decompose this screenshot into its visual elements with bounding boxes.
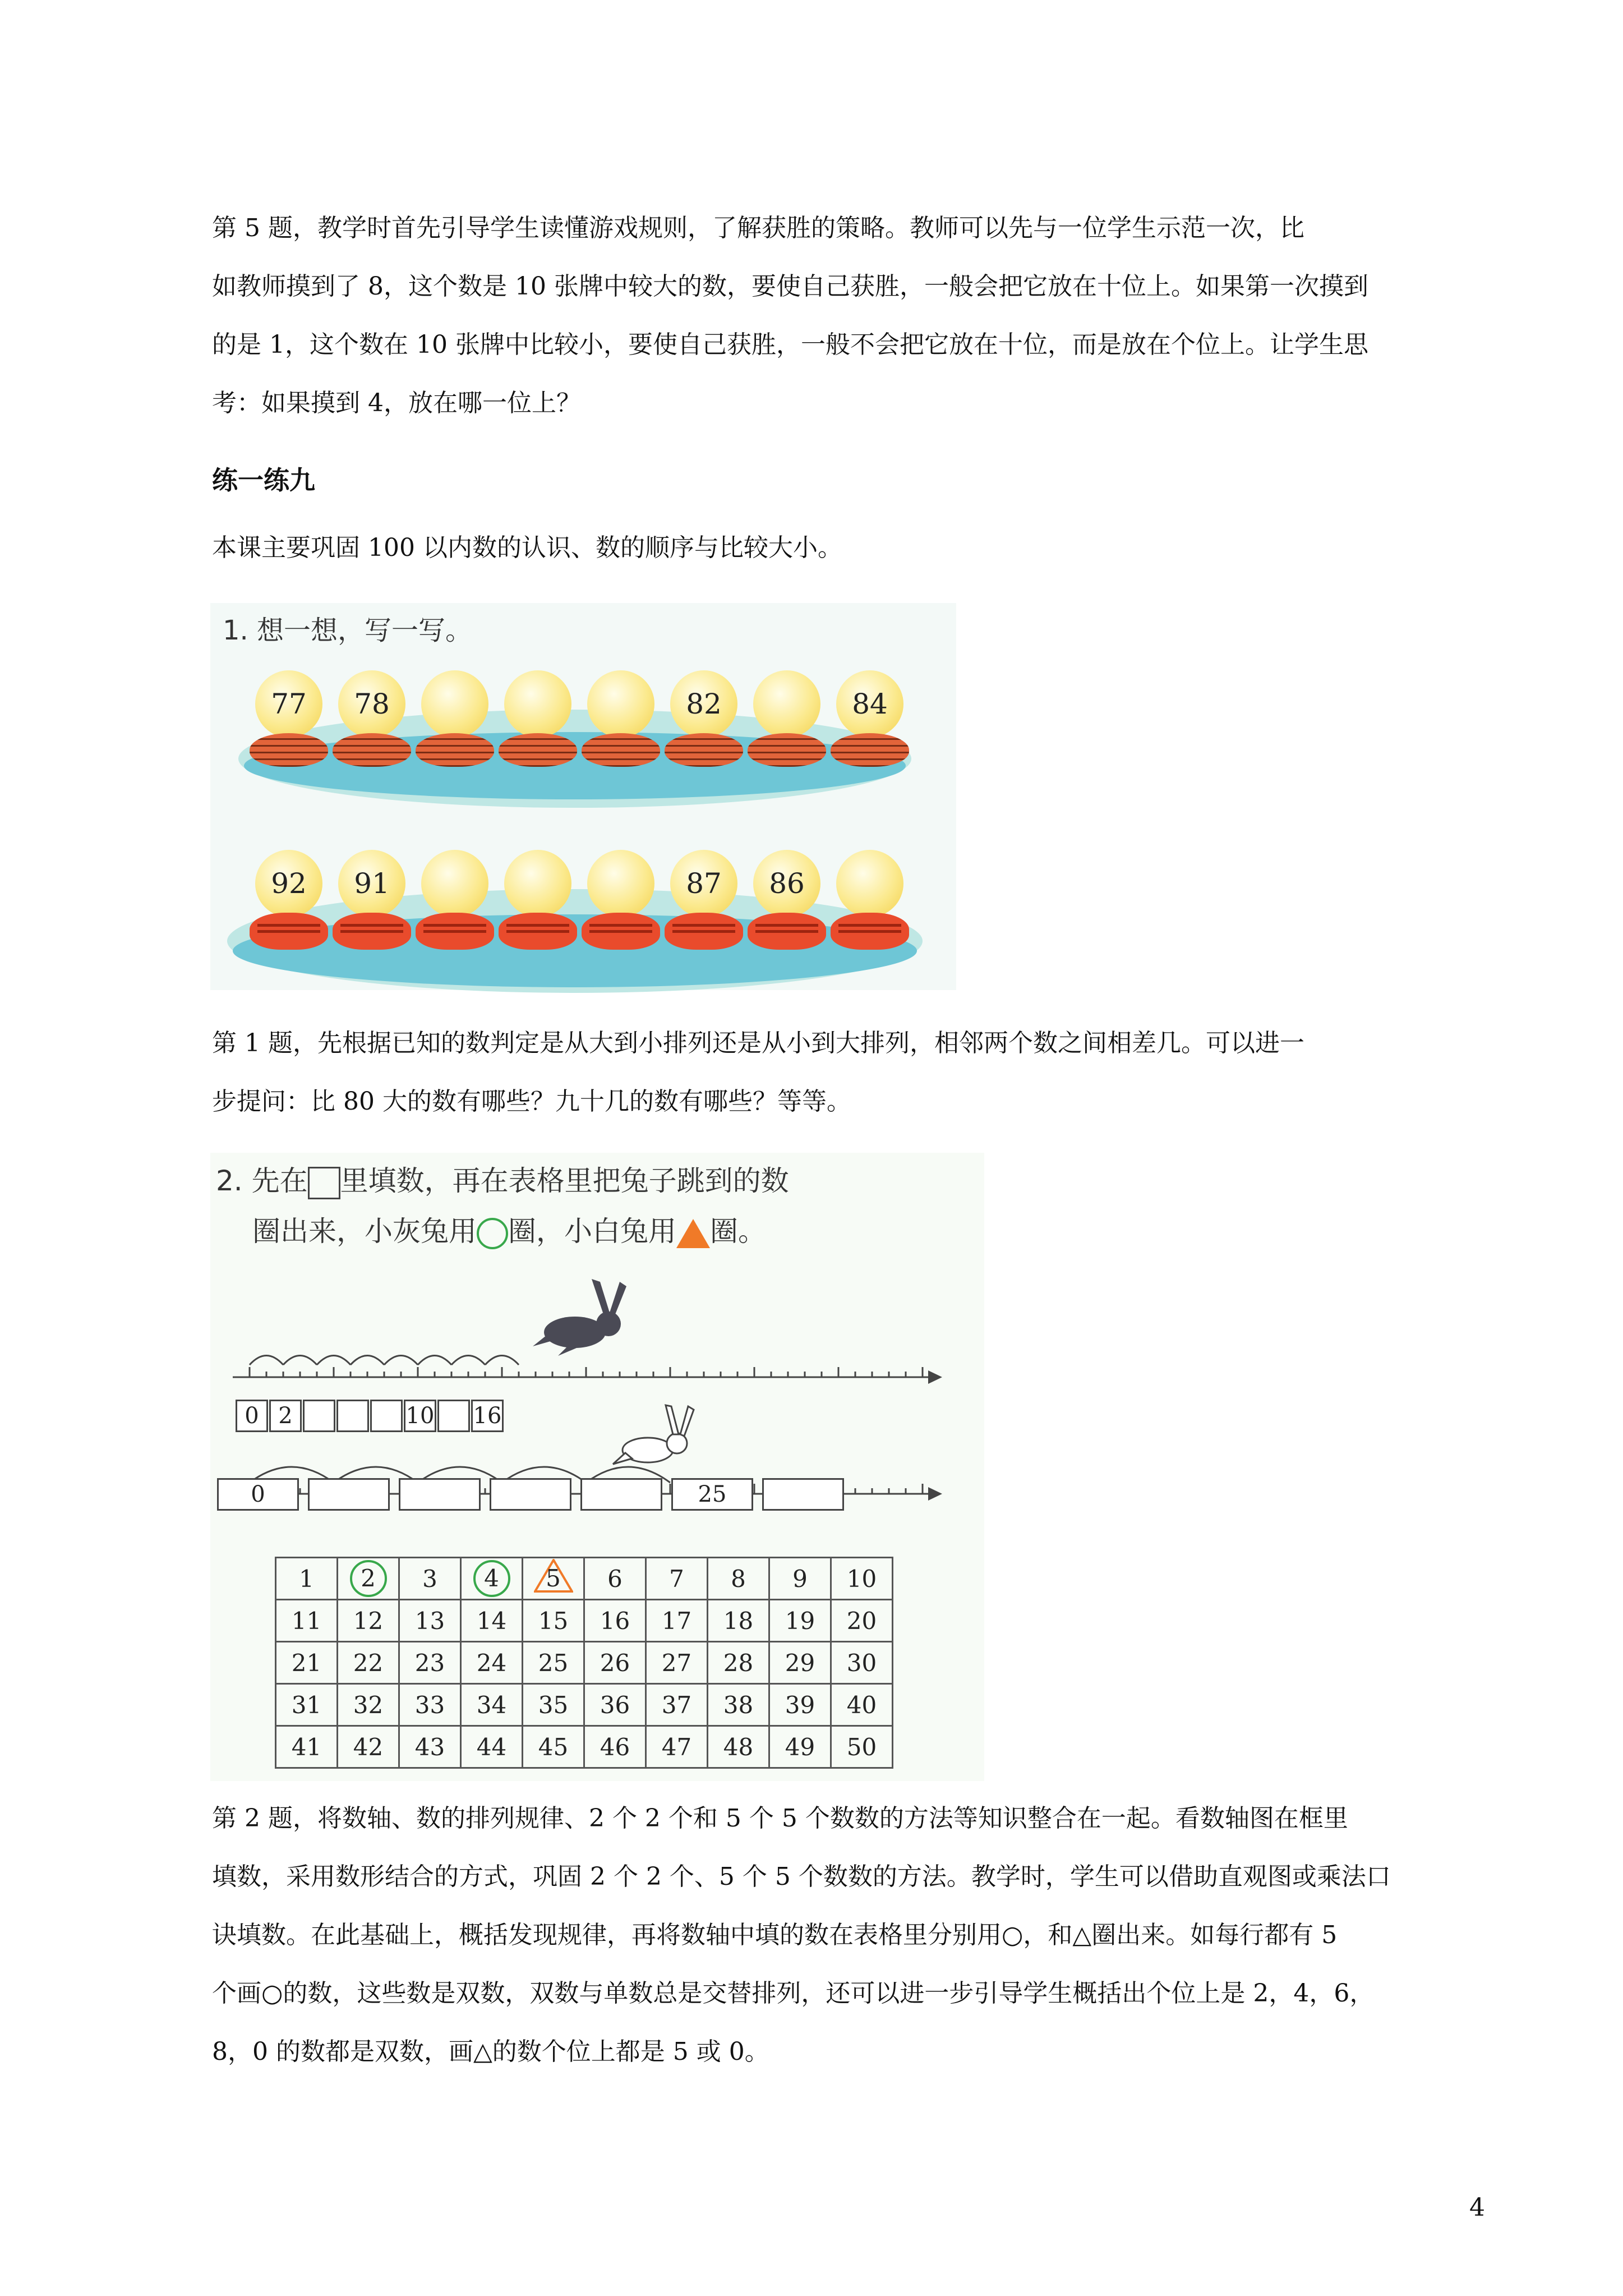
- pearl-number: 77: [255, 670, 322, 738]
- table-cell: 42: [338, 1726, 399, 1768]
- text-line: 第 2 题，将数轴、数的排列规律、2 个 2 个和 5 个 5 个数数的方法等知识整合在一起。看数轴图在框里: [212, 1804, 1348, 1833]
- number-box: 0: [236, 1400, 268, 1432]
- table-cell: 27: [646, 1642, 708, 1684]
- number-box: [336, 1400, 369, 1432]
- table-cell: 50: [831, 1726, 893, 1768]
- crab-icon: [831, 913, 909, 950]
- crab-icon: [250, 913, 328, 950]
- pearl-number: 87: [670, 850, 737, 917]
- pearl-number: [587, 850, 654, 917]
- table-cell: 47: [646, 1726, 708, 1768]
- table-cell: 46: [584, 1726, 646, 1768]
- figure-2-text: 圈。: [710, 1215, 766, 1248]
- pearl-number: 78: [338, 670, 405, 738]
- section-heading: 练一练九: [212, 465, 315, 495]
- text-line: 第 5 题，教学时首先引导学生读懂游戏规则，了解获胜的策略。教师可以先与一位学生示范一次，比: [212, 214, 1304, 242]
- pearl-number: 82: [670, 670, 737, 738]
- figure-2-text: 圈，小白兔用: [508, 1215, 676, 1248]
- table-cell: [461, 1558, 523, 1600]
- table-cell: 38: [708, 1684, 769, 1726]
- figure-2-text: 里填数，再在表格里把兔子跳到的数: [340, 1165, 789, 1197]
- paragraph-exercise-1-note: [212, 1014, 1493, 1131]
- table-row: [276, 1558, 893, 1600]
- text-line: 的是 1，这个数在 10 张牌中比较小，要使自己获胜，一般不会把它放在十位，而是放在个位上。让学生思: [212, 330, 1368, 359]
- text-line: 步提问：比 80 大的数有哪些？九十几的数有哪些？等等。: [212, 1087, 851, 1116]
- table-cell: 39: [769, 1684, 831, 1726]
- table-cell: 33: [399, 1684, 461, 1726]
- circled-number: 4: [473, 1560, 510, 1597]
- table-cell: 17: [646, 1600, 708, 1642]
- clam-icon: [831, 733, 909, 767]
- pearl-number: 84: [836, 670, 903, 738]
- table-cell: 1: [276, 1558, 338, 1600]
- white-rabbit-icon: [613, 1405, 694, 1464]
- paragraph-game-strategy: [212, 199, 1493, 432]
- table-cell: 16: [584, 1600, 646, 1642]
- table-cell: 20: [831, 1600, 893, 1642]
- table-cell: 25: [523, 1642, 584, 1684]
- table-cell: 41: [276, 1726, 338, 1768]
- blank-box-icon: [308, 1167, 340, 1199]
- number-table: [275, 1557, 893, 1769]
- table-cell: 13: [399, 1600, 461, 1642]
- table-cell: 35: [523, 1684, 584, 1726]
- triangled-number-text: 5: [546, 1565, 561, 1592]
- pearl-number: [504, 670, 571, 738]
- figure-exercise-1: [210, 603, 956, 990]
- text-line: 8，0 的数都是双数，画△的数个位上都是 5 或 0。: [212, 2037, 769, 2066]
- clam-icon: [665, 733, 743, 767]
- table-cell: 19: [769, 1600, 831, 1642]
- figure-2-text: 2. 先在: [216, 1165, 308, 1197]
- figure-2-instruction-line1: [216, 1158, 789, 1199]
- table-cell: 45: [523, 1726, 584, 1768]
- table-cell: 43: [399, 1726, 461, 1768]
- figure-2-text: 圈出来，小灰兔用: [252, 1215, 477, 1248]
- clam-icon: [499, 733, 577, 767]
- table-cell: 34: [461, 1684, 523, 1726]
- number-box: 16: [471, 1400, 504, 1432]
- clam-icon: [250, 733, 328, 767]
- clam-icon: [748, 733, 826, 767]
- section-intro: 本课主要巩固 100 以内数的认识、数的顺序与比较大小。: [212, 533, 842, 562]
- table-cell: 31: [276, 1684, 338, 1726]
- pearl-number: [836, 850, 903, 917]
- clam-icon: [582, 733, 660, 767]
- table-cell: 30: [831, 1642, 893, 1684]
- table-cell: 15: [523, 1600, 584, 1642]
- number-box: [399, 1478, 481, 1511]
- table-cell: 12: [338, 1600, 399, 1642]
- paragraph-exercise-2-note: [212, 1789, 1493, 2081]
- clam-icon: [333, 733, 411, 767]
- table-cell: 23: [399, 1642, 461, 1684]
- crab-icon: [499, 913, 577, 950]
- text-line: 第 1 题，先根据已知的数判定是从大到小排列还是从小到大排列，相邻两个数之间相差几。可以进一: [212, 1029, 1304, 1057]
- crab-icon: [665, 913, 743, 950]
- circled-number: 2: [350, 1560, 387, 1597]
- text-line: 如教师摸到了 8，这个数是 10 张牌中较大的数，要使自己获胜，一般会把它放在十位上。如果第一次摸到: [212, 272, 1368, 301]
- number-box: 25: [671, 1478, 753, 1511]
- number-box: 2: [269, 1400, 302, 1432]
- table-row: [276, 1726, 893, 1768]
- table-cell: 7: [646, 1558, 708, 1600]
- number-box: [762, 1478, 844, 1511]
- table-cell: 11: [276, 1600, 338, 1642]
- pearl-number: [504, 850, 571, 917]
- number-box: [490, 1478, 571, 1511]
- table-cell: 18: [708, 1600, 769, 1642]
- triangled-number: [534, 1559, 573, 1593]
- table-row: [276, 1600, 893, 1642]
- table-cell: 44: [461, 1726, 523, 1768]
- clam-icon: [416, 733, 494, 767]
- table-cell: 10: [831, 1558, 893, 1600]
- table-cell: 36: [584, 1684, 646, 1726]
- table-cell: 6: [584, 1558, 646, 1600]
- text-line: 个画○的数，这些数是双数，双数与单数总是交替排列，还可以进一步引导学生概括出个位上是 2，4，6，: [212, 1979, 1375, 2008]
- table-cell: 28: [708, 1642, 769, 1684]
- figure-exercise-2: [210, 1153, 984, 1781]
- pearl-number: [421, 850, 488, 917]
- table-cell: 22: [338, 1642, 399, 1684]
- number-box: [370, 1400, 403, 1432]
- pearl-number: [587, 670, 654, 738]
- gray-rabbit-icon: [533, 1279, 626, 1356]
- pearl-number: 91: [338, 850, 405, 917]
- number-box: 0: [217, 1478, 299, 1511]
- number-box: [303, 1400, 335, 1432]
- pearl-number: 92: [255, 850, 322, 917]
- crab-icon: [333, 913, 411, 950]
- figure-1-title: 1. 想一想，写一写。: [223, 615, 473, 646]
- table-cell: 29: [769, 1642, 831, 1684]
- number-box: 10: [404, 1400, 436, 1432]
- table-cell: 48: [708, 1726, 769, 1768]
- table-cell: 3: [399, 1558, 461, 1600]
- pearl-number: 86: [753, 850, 820, 917]
- number-box: [580, 1478, 662, 1511]
- table-cell: 9: [769, 1558, 831, 1600]
- table-row: [276, 1684, 893, 1726]
- crab-icon: [582, 913, 660, 950]
- text-line: 诀填数。在此基础上，概括发现规律，再将数轴中填的数在表格里分别用○，和△圈出来。如每行都有 5: [212, 1921, 1338, 1949]
- table-cell: 21: [276, 1642, 338, 1684]
- number-box: [437, 1400, 470, 1432]
- table-cell: 32: [338, 1684, 399, 1726]
- table-cell: [338, 1558, 399, 1600]
- pearl-number: [421, 670, 488, 738]
- crab-icon: [748, 913, 826, 950]
- table-cell: 26: [584, 1642, 646, 1684]
- table-cell: [523, 1558, 584, 1600]
- table-cell: 37: [646, 1684, 708, 1726]
- table-cell: 40: [831, 1684, 893, 1726]
- table-cell: 24: [461, 1642, 523, 1684]
- pearl-number: [753, 670, 820, 738]
- crab-icon: [416, 913, 494, 950]
- text-line: 考：如果摸到 4，放在哪一位上？: [212, 389, 581, 417]
- table-cell: 14: [461, 1600, 523, 1642]
- table-cell: 8: [708, 1558, 769, 1600]
- table-row: [276, 1642, 893, 1684]
- number-box: [308, 1478, 390, 1511]
- text-line: 填数，采用数形结合的方式，巩固 2 个 2 个、5 个 5 个数数的方法。教学时，学生可以借助直观图或乘法口: [212, 1862, 1391, 1891]
- table-cell: 49: [769, 1726, 831, 1768]
- page-number: 4: [1469, 2193, 1485, 2222]
